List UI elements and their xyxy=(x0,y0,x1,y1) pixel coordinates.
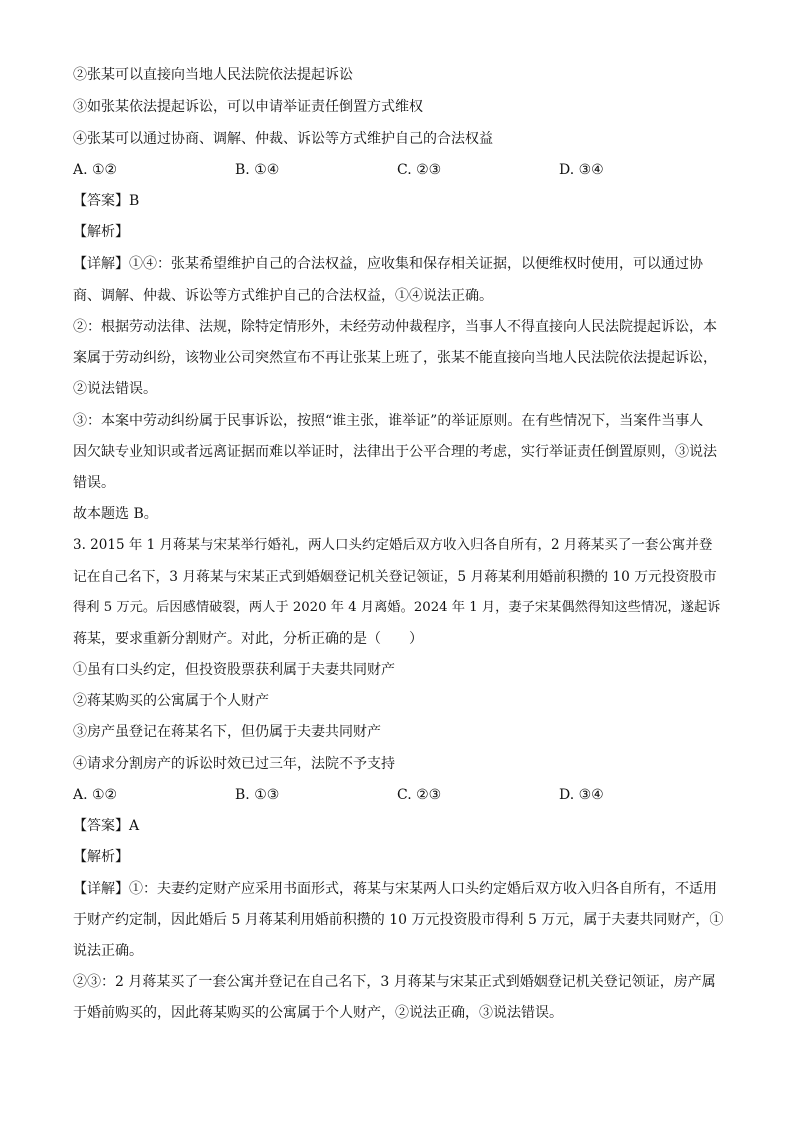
q3-analysis-label: 【解析】 xyxy=(73,849,129,865)
q3-statement-4: ④请求分割房产的诉讼时效已过三年，法院不予支持 xyxy=(73,756,395,772)
q3-detail-line: 【详解】①：夫妻约定财产应采用书面形式，蒋某与宋某两人口头约定婚后双方收入归各自所有，不适用 xyxy=(73,881,717,897)
detail-line: ②：根据劳动法律、法规，除特定情形外，未经劳动仲裁程序，当事人不得直接向人民法院提起诉讼，本 xyxy=(73,319,717,335)
option-b: B. ①④ xyxy=(235,162,280,178)
q3-detail-line: 于财产约定制，因此婚后 5 月蒋某利用婚前积攒的 10 万元投资股市得利 5 万元，属于夫妻共同财产，① xyxy=(73,912,724,928)
detail-line: 案属于劳动纠纷，该物业公司突然宣布不再让张某上班了，张某不能直接向当地人民法院依法提起诉讼， xyxy=(73,350,717,366)
detail-line: 商、调解、仲裁、诉讼等方式维护自己的合法权益，①④说法正确。 xyxy=(73,288,493,304)
analysis-label: 【解析】 xyxy=(73,224,129,240)
detail-line: 【详解】①④：张某希望维护自己的合法权益，应收集和保存相关证据，以便维权时使用，可以通过协 xyxy=(73,256,703,272)
question-3-line: 得利 5 万元。后因感情破裂，两人于 2020 年 4 月离婚。2024 年 1 月，妻子宋某偶然得知这些情况，遂起诉 xyxy=(73,600,721,615)
detail-line: ③：本案中劳动纠纷属于民事诉讼，按照“谁主张，谁举证”的举证原则。在有些情况下，当案件当事人 xyxy=(73,413,704,429)
detail-line: ②说法错误。 xyxy=(73,381,157,397)
answer-label: 【答案】B xyxy=(73,193,140,209)
option-a: A. ①② xyxy=(73,162,118,178)
detail-line: 因欠缺专业知识或者远离证据而难以举证时，法律出于公平合理的考虑，实行举证责任倒置原则，③说法 xyxy=(73,444,717,460)
conclusion-line: 故本题选 B。 xyxy=(73,506,158,522)
q3-statement-2: ②蒋某购买的公寓属于个人财产 xyxy=(73,693,269,709)
q3-statement-1: ①虽有口头约定，但投资股票获利属于夫妻共同财产 xyxy=(73,662,395,678)
option-c: C. ②③ xyxy=(397,787,442,803)
option-c: C. ②③ xyxy=(397,162,442,178)
q3-answer-label: 【答案】A xyxy=(73,818,140,834)
statement-4: ④张某可以通过协商、调解、仲裁、诉讼等方式维护自己的合法权益 xyxy=(73,131,493,147)
statement-2: ②张某可以直接向当地人民法院依法提起诉讼 xyxy=(73,67,353,83)
question-3-line: 记在自己名下，3 月蒋某与宋某正式到婚姻登记机关登记领证，5 月蒋某利用婚前积攒的 10 万元投资股市 xyxy=(73,569,717,585)
option-d: D. ③④ xyxy=(559,787,604,803)
q3-detail-line: ②③：2 月蒋某买了一套公寓并登记在自己名下，3 月蒋某与宋某正式到婚姻登记机关登记领证，房产属 xyxy=(73,974,716,990)
q3-answer-options xyxy=(73,785,723,805)
option-b: B. ①③ xyxy=(235,787,280,803)
question-3-line: 3. 2015 年 1 月蒋某与宋某举行婚礼，两人口头约定婚后双方收入归各自所有，2 月蒋某买了一套公寓并登 xyxy=(73,537,713,553)
statement-3: ③如张某依法提起诉讼，可以申请举证责任倒置方式维权 xyxy=(73,99,423,115)
q3-statement-3: ③房产虽登记在蒋某名下，但仍属于夫妻共同财产 xyxy=(73,724,381,740)
q3-detail-line: 说法正确。 xyxy=(73,943,143,959)
question-3-line: 蒋某，要求重新分割财产。对此，分析正确的是（ ） xyxy=(73,631,423,647)
q3-detail-line: 于婚前购买的，因此蒋某购买的公寓属于个人财产，②说法正确，③说法错误。 xyxy=(73,1005,563,1021)
answer-options xyxy=(73,160,723,180)
option-d: D. ③④ xyxy=(559,162,604,178)
detail-line: 错误。 xyxy=(73,475,115,491)
option-a: A. ①② xyxy=(73,787,118,803)
